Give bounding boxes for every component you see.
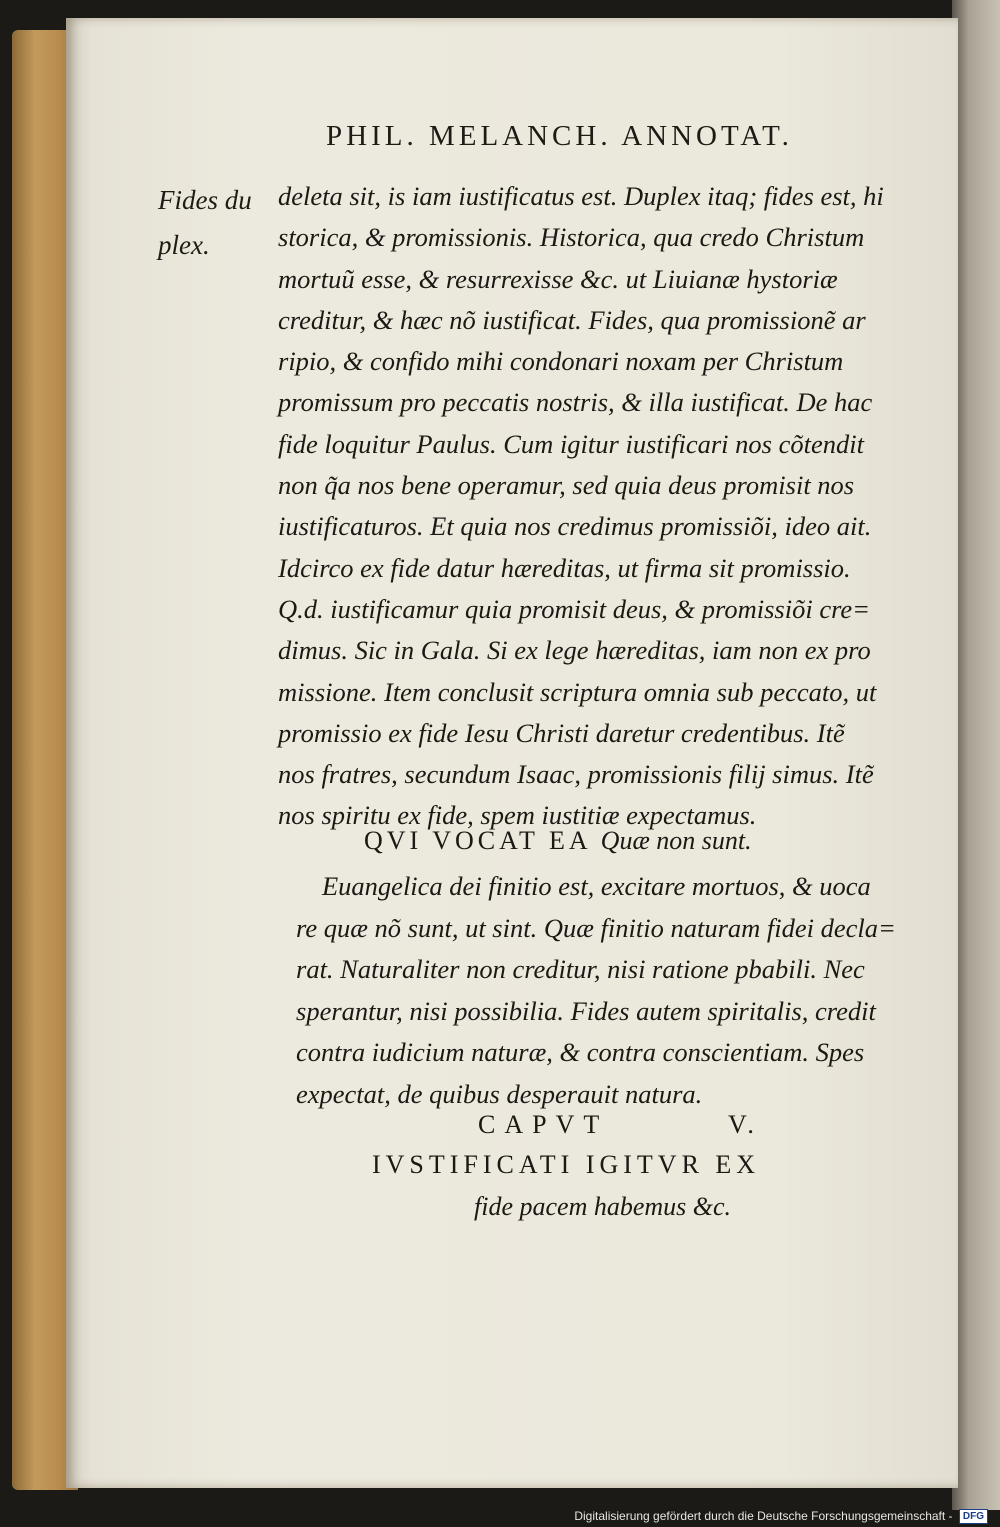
text-line: missione. Item conclusit scriptura omnia sub peccato, ut <box>278 676 877 707</box>
text-line: sperantur, nisi possibilia. Fides autem spiritalis, credit <box>296 995 876 1026</box>
text-line: deleta sit, is iam iustificatus est. Duplex itaq; fides est, hi <box>278 181 884 211</box>
text-line: promissum pro peccatis nostris, & illa iustificat. De hac <box>278 387 873 418</box>
chapter-label: CAPVT <box>478 1110 609 1139</box>
text-line: storica, & promissionis. Historica, qua credo Christum <box>278 222 865 253</box>
running-head: PHIL. MELANCH. ANNOTAT. <box>326 120 793 152</box>
lemma-italic: Quæ non sunt. <box>600 826 752 855</box>
chapter-number: V. <box>728 1110 758 1139</box>
text-line: re quæ nõ sunt, ut sint. Quæ finitio naturam fidei decla= <box>296 912 896 943</box>
chapter-incipit-caps: IVSTIFICATI IGITVR EX <box>372 1150 761 1179</box>
text-line: Euangelica dei finitio est, excitare mortuos, & uoca <box>322 871 871 901</box>
lemma-heading <box>364 826 752 856</box>
adjacent-page-edge <box>952 0 1000 1510</box>
text-line: Q.d. iustificamur quia promisit deus, & promissiõi cre= <box>278 593 871 624</box>
text-line: rat. Naturaliter non creditur, nisi ratione pbabili. Nec <box>296 954 865 985</box>
text-line: ripio, & confido mihi condonari noxam per Christum <box>278 346 844 377</box>
text-line: creditur, & hæc nõ iustificat. Fides, qua promissionẽ ar <box>278 304 866 335</box>
text-line: nos spiritu ex fide, spem iustitiæ expectamus. <box>278 800 757 831</box>
digitization-credit <box>574 1509 988 1524</box>
margin-note <box>158 178 278 268</box>
body-text <box>278 176 948 837</box>
text-line: dimus. Sic in Gala. Si ex lege hæreditas, iam non ex pro <box>278 635 871 666</box>
commentary-paragraph <box>296 866 951 1116</box>
margin-note-line: plex. <box>158 230 210 260</box>
text-line: mortuũ esse, & resurrexisse &c. ut Liuianæ hystoriæ <box>278 263 838 294</box>
text-line: Idcirco ex fide datur hæreditas, ut firma sit promissio. <box>278 552 851 583</box>
margin-note-line: Fides du <box>158 185 252 215</box>
text-line: non q̃a nos bene operamur, sed quia deus promisit nos <box>278 470 855 501</box>
credit-text: Digitalisierung gefördert durch die Deutsche Forschungsgemeinschaft - <box>574 1508 953 1523</box>
text-line: fide loquitur Paulus. Cum igitur iustificari nos cõtendit <box>278 428 864 459</box>
text-line: contra iudicium naturæ, & contra conscientiam. Spes <box>296 1037 865 1068</box>
text-line: expectat, de quibus desperauit natura. <box>296 1078 703 1109</box>
dfg-logo: DFG <box>959 1509 988 1524</box>
text-line: iustificaturos. Et quia nos credimus promissiõi, ideo ait. <box>278 511 872 542</box>
lemma-caps: QVI VOCAT EA <box>364 826 591 855</box>
text-line: nos fratres, secundum Isaac, promissionis filij simus. Itẽ <box>278 759 874 790</box>
text-line: promissio ex fide Iesu Christi daretur credentibus. Itẽ <box>278 717 845 748</box>
chapter-incipit-italic: fide pacem habemus &c. <box>474 1192 732 1221</box>
